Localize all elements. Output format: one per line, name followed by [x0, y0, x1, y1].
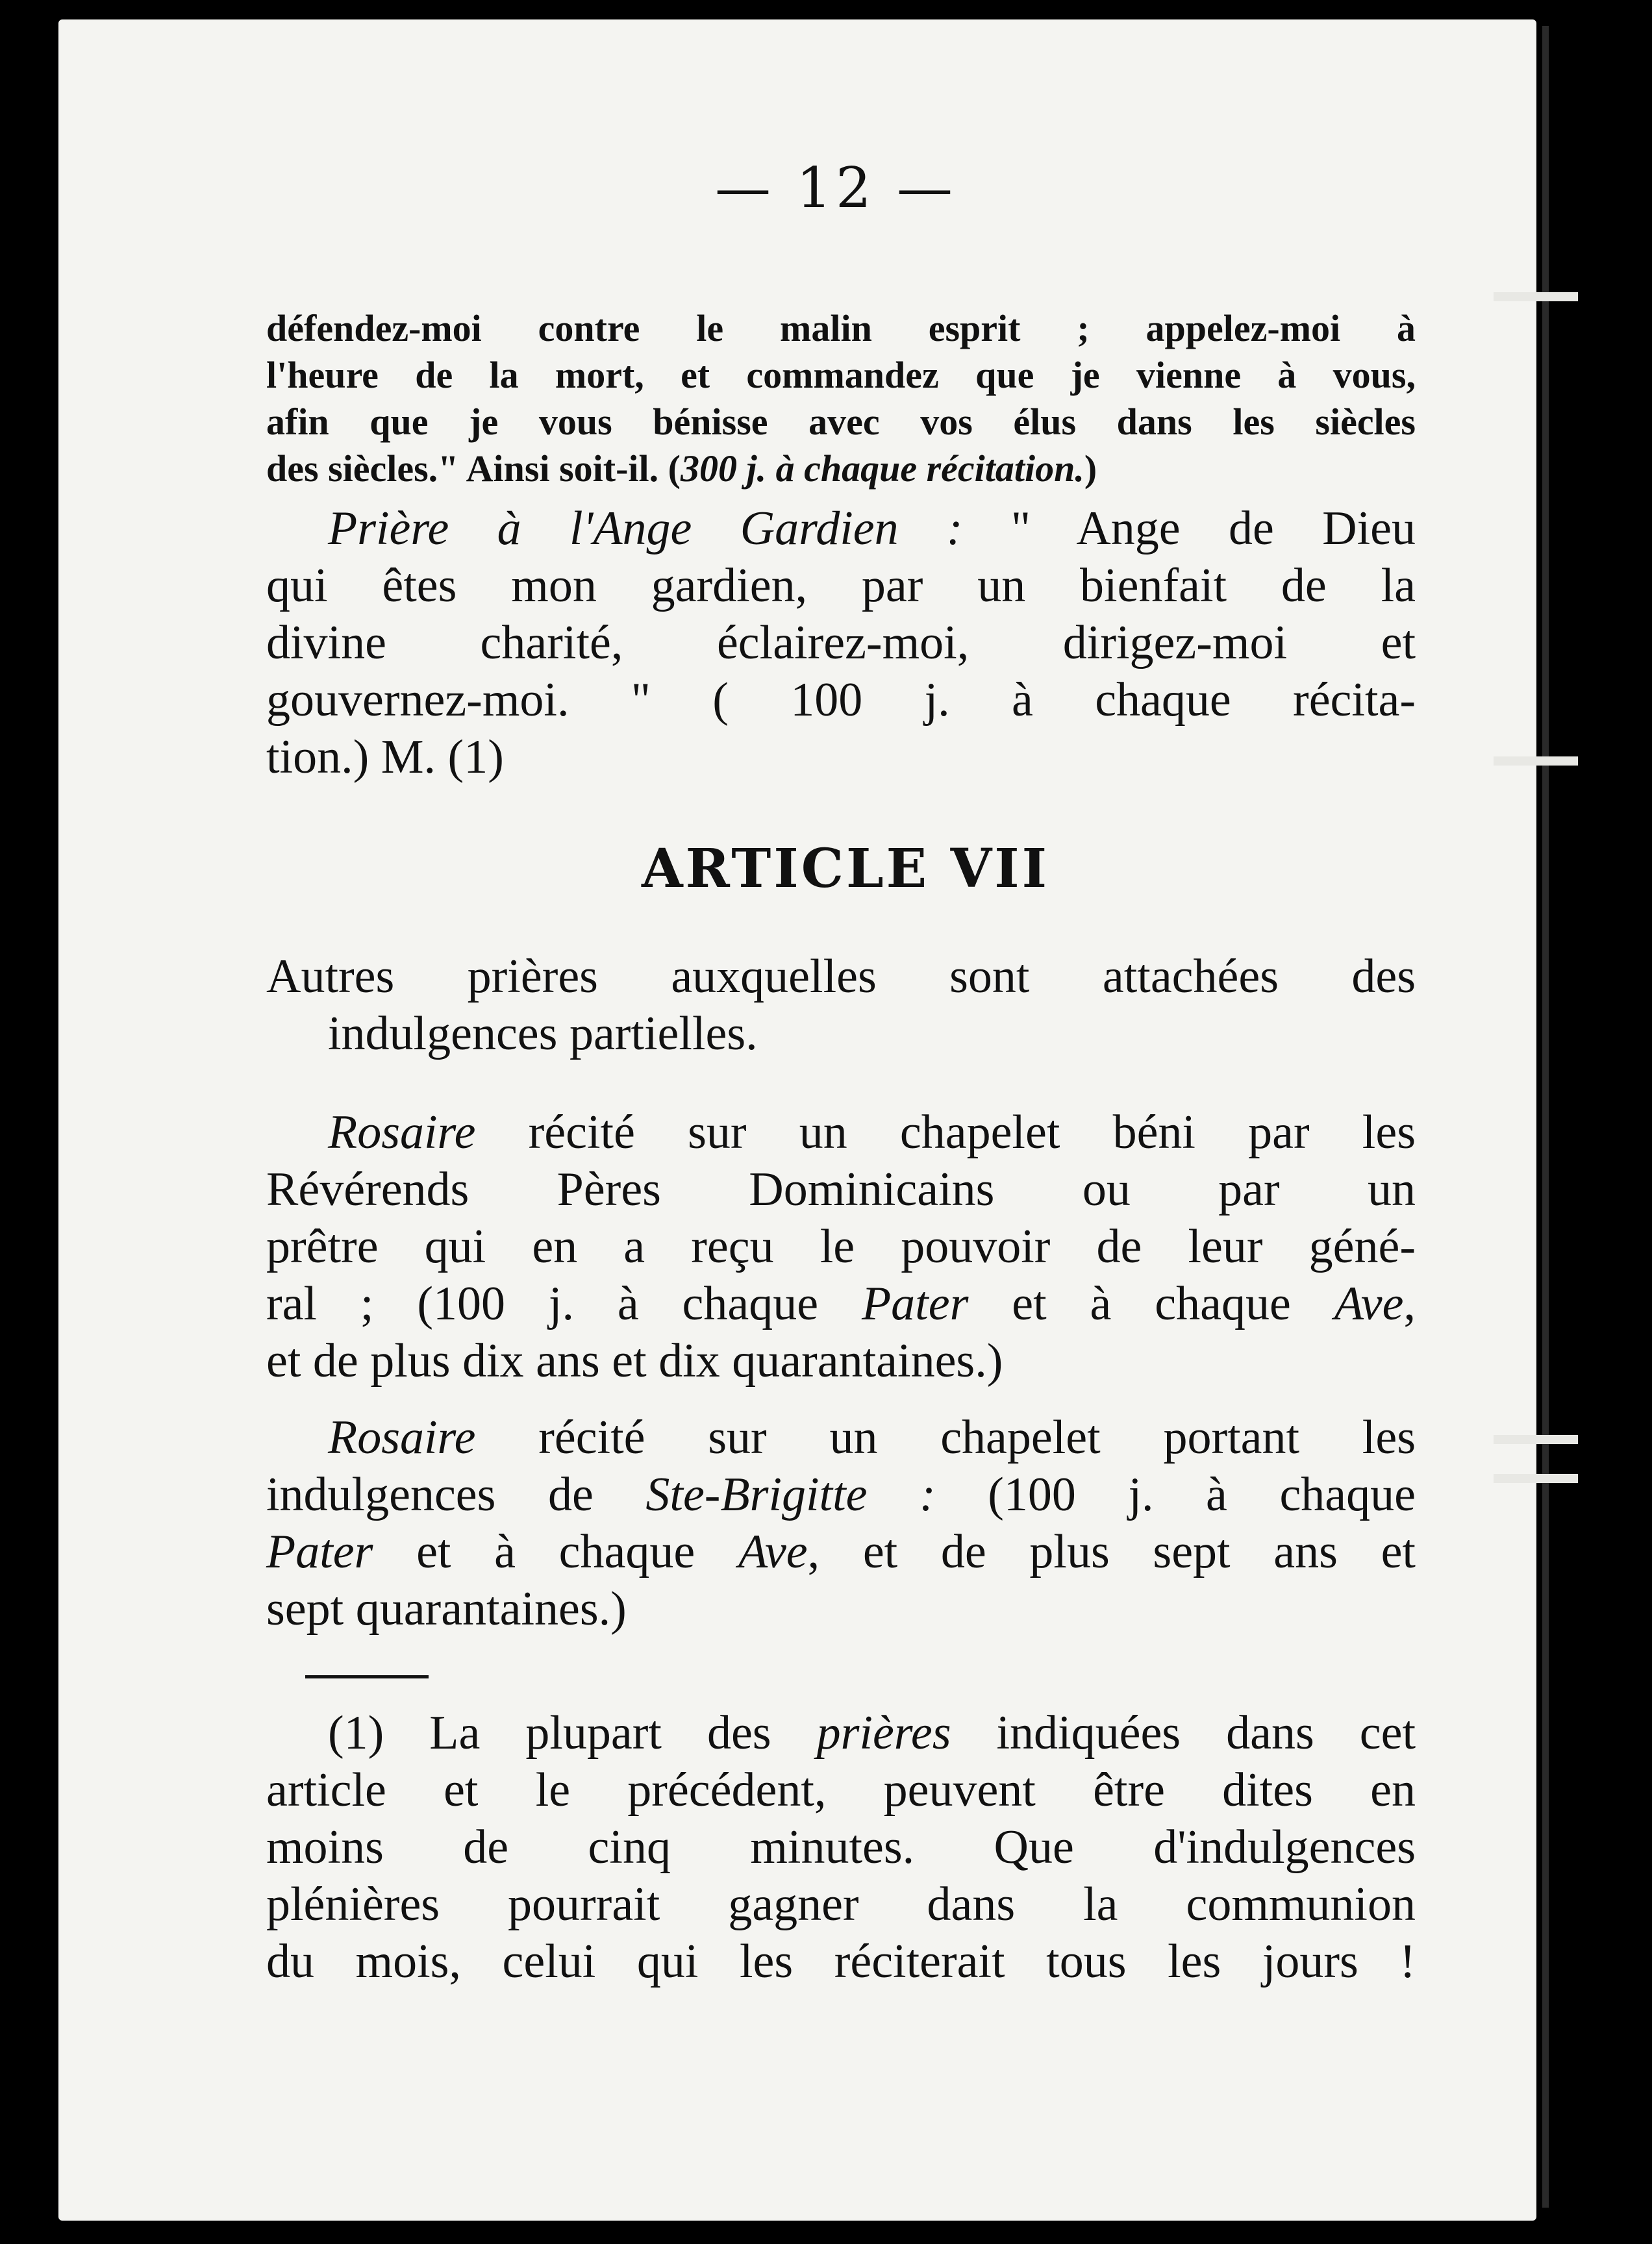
text-line: et de plus dix ans et dix quarantaines.) — [266, 1334, 1003, 1388]
text-line: afin que je vous bénisse avec vos élus dans les siècles — [266, 401, 1416, 443]
binding-edge — [1542, 26, 1549, 2208]
text-line: Pater et à chaque Ave, et de plus sept ans et — [266, 1525, 1416, 1578]
text-line: Révérends Pères Dominicains ou par un — [266, 1163, 1416, 1216]
page-number: — 12 — — [714, 156, 957, 221]
text-line: (1) La plupart des prières indiquées dans cet — [328, 1706, 1416, 1760]
rosaire-title: Rosaire — [328, 1106, 476, 1159]
text-line: sept quarantaines.) — [266, 1582, 627, 1636]
text-line: défendez-moi contre le malin esprit ; appelez-moi à — [266, 307, 1416, 349]
text-line: moins de cinq minutes. Que d'indulgences — [266, 1821, 1416, 1874]
prayer-continuation — [266, 305, 1416, 492]
text-line: l'heure de la mort, et commandez que je vienne à vous, — [266, 354, 1416, 396]
rosaire-dominicains-paragraph — [266, 1104, 1416, 1390]
text-line: divine charité, éclairez-moi, dirigez-moi et — [266, 616, 1416, 669]
binding-mark — [1494, 756, 1578, 766]
article-subtitle — [266, 948, 1416, 1062]
text-line: tion.) M. (1) — [266, 730, 504, 784]
text-line: prêtre qui en a reçu le pouvoir de leur géné- — [266, 1220, 1416, 1273]
binding-mark — [1494, 1474, 1578, 1483]
ange-gardien-paragraph — [266, 500, 1416, 786]
footnote — [266, 1704, 1416, 1990]
footnote-separator — [305, 1675, 429, 1678]
rosaire-title: Rosaire — [328, 1411, 476, 1464]
text-line: Prière à l'Ange Gardien : " Ange de Dieu — [328, 502, 1416, 555]
rosaire-brigitte-paragraph — [266, 1409, 1416, 1638]
prayer-title: Prière à l'Ange Gardien : — [328, 502, 963, 555]
text-line: Autres prières auxquelles sont attachées des — [266, 950, 1416, 1003]
text-line: article et le précédent, peuvent être dites en — [266, 1764, 1416, 1817]
text-line: Rosaire récité sur un chapelet portant les — [328, 1411, 1416, 1464]
text-line: gouvernez-moi. " ( 100 j. à chaque récita- — [266, 673, 1416, 727]
text-line: du mois, celui qui les réciterait tous les jours ! — [266, 1935, 1416, 1988]
text-line: plénières pourrait gagner dans la communion — [266, 1878, 1416, 1931]
text-line: Rosaire récité sur un chapelet béni par les — [328, 1106, 1416, 1159]
binding-mark — [1494, 1435, 1578, 1444]
text-line: des siècles." Ainsi soit-il. (300 j. à chaque récitation.) — [266, 447, 1097, 490]
book-binding — [1536, 19, 1652, 2221]
text-line: indulgences partielles. — [328, 1007, 758, 1060]
text-line: qui êtes mon gardien, par un bienfait de la — [266, 559, 1416, 612]
binding-mark — [1494, 292, 1578, 301]
article-heading: ARTICLE VII — [641, 838, 1049, 900]
text-line: indulgences de Ste-Brigitte : (100 j. à chaque — [266, 1468, 1416, 1521]
text-line: ral ; (100 j. à chaque Pater et à chaque Ave, — [266, 1277, 1416, 1330]
